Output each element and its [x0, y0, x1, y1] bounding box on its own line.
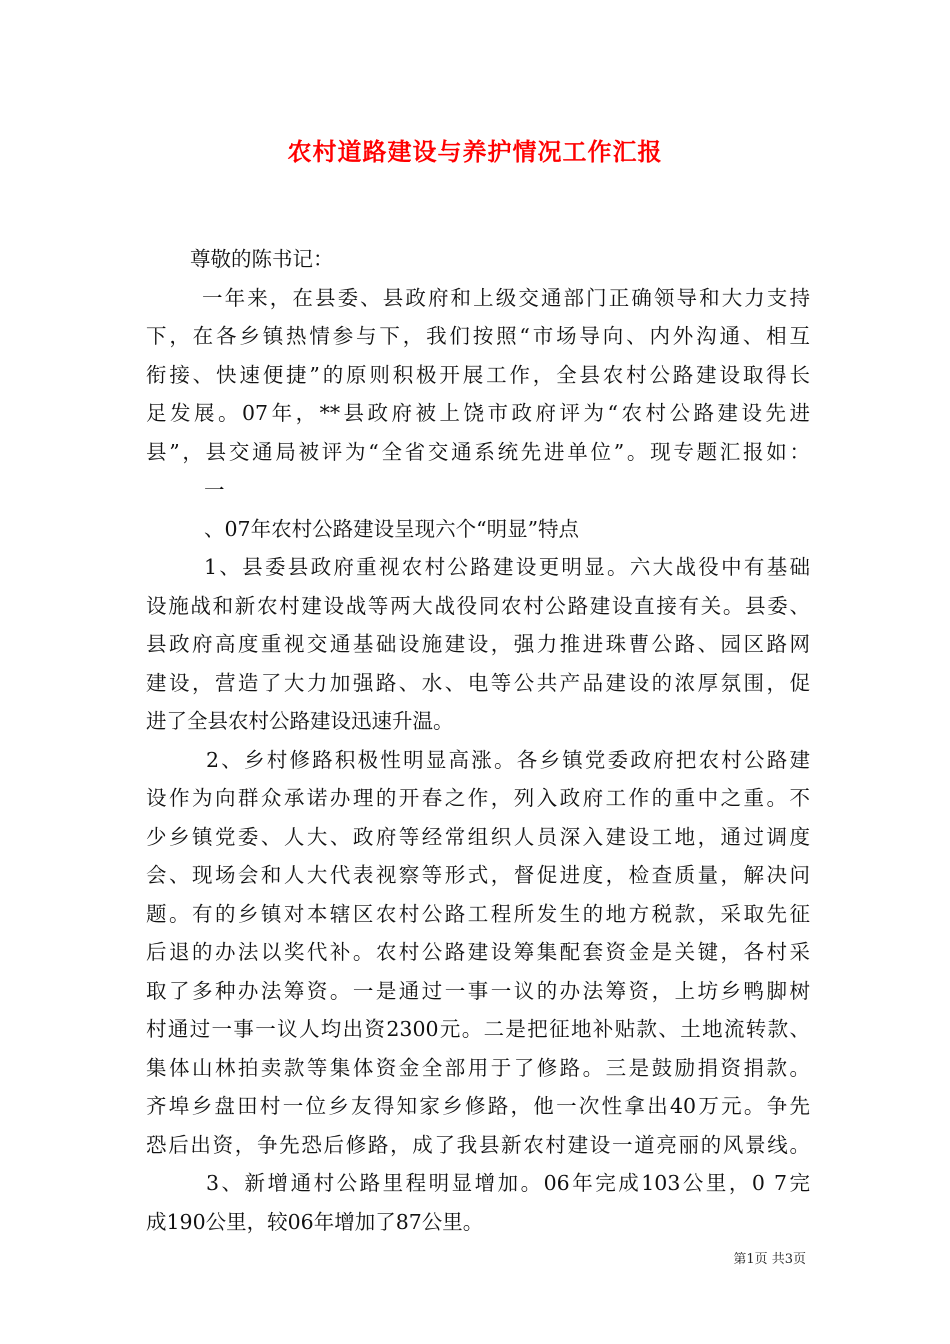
paragraph-line: 足发展。07年，**县政府被上饶市政府评为“农村公路建设先进: [146, 401, 810, 425]
paragraph-line: 齐埠乡盘田村一位乡友得知家乡修路，他一次性拿出40万元。争先: [146, 1094, 810, 1118]
section-heading: 、07年农村公路建设呈现六个“明显”特点: [204, 516, 580, 541]
paragraph-intro: [146, 279, 810, 472]
paragraph-line: 恐后出资，争先恐后修路，成了我县新农村建设一道亮丽的风景线。: [146, 1132, 810, 1157]
page-number: 第1页 共3页: [733, 1252, 806, 1267]
paragraph-line: 一年来，在县委、县政府和上级交通部门正确领导和大力支持: [202, 285, 810, 310]
paragraph-line: 村通过一事一议人均出资2300元。二是把征地补贴款、土地流转款、: [146, 1017, 810, 1041]
paragraph-line: 后退的办法以奖代补。农村公路建设筹集配套资金是关键，各村采: [146, 940, 810, 964]
paragraph-line: 少乡镇党委、人大、政府等经常组织人员深入建设工地，通过调度: [146, 824, 810, 849]
paragraph-line: 成190公里，较06年增加了87公里。: [146, 1209, 484, 1234]
paragraph-line: 县政府高度重视交通基础设施建设，强力推进珠曹公路、园区路网: [146, 632, 810, 656]
paragraph-line: 2、乡村修路积极性明显高涨。各乡镇党委政府把农村公路建: [206, 747, 810, 772]
paragraph-line: 进了全县农村公路建设迅速升温。: [146, 709, 454, 733]
document-title: 农村道路建设与养护情况工作汇报: [287, 137, 663, 166]
paragraph-line: 题。有的乡镇对本辖区农村公路工程所发生的地方税款，采取先征: [146, 901, 810, 926]
paragraph-line: 取了多种办法筹资。一是通过一事一议的办法筹资，上坊乡鸭脚树: [146, 978, 810, 1003]
paragraph-line: 衔接、快速便捷”的原则积极开展工作，全县农村公路建设取得长: [146, 362, 810, 387]
paragraph-line: 下，在各乡镇热情参与下，我们按照“市场导向、内外沟通、相互: [146, 324, 810, 348]
document-body: [146, 240, 810, 1241]
paragraph-line: 集体山林拍卖款等集体资金全部用于了修路。三是鼓励捐资捐款。: [146, 1055, 810, 1080]
paragraph-line: 县”，县交通局被评为“全省交通系统先进单位”。现专题汇报如：: [146, 439, 810, 464]
paragraph-line: 1、县委县政府重视农村公路建设更明显。六大战役中有基础: [204, 555, 810, 579]
paragraph-point-1: [146, 548, 810, 741]
section-number: 一: [204, 478, 225, 502]
paragraph-line: 设施战和新农村建设战等两大战役同农村公路建设直接有关。县委、: [146, 593, 810, 618]
paragraph-line: 设作为向群众承诺办理的开春之作，列入政府工作的重中之重。不: [146, 786, 810, 810]
paragraph-point-2: [146, 741, 810, 1165]
salutation: 尊敬的陈书记：: [190, 247, 334, 271]
paragraph-line: 3、新增通村公路里程明显增加。06年完成103公里，0 7完: [206, 1171, 810, 1195]
paragraph-line: 会、现场会和人大代表视察等形式，督促进度，检查质量，解决问: [146, 863, 810, 887]
paragraph-line: 建设，营造了大力加强路、水、电等公共产品建设的浓厚氛围，促: [146, 670, 810, 695]
paragraph-point-3: [146, 1164, 810, 1241]
